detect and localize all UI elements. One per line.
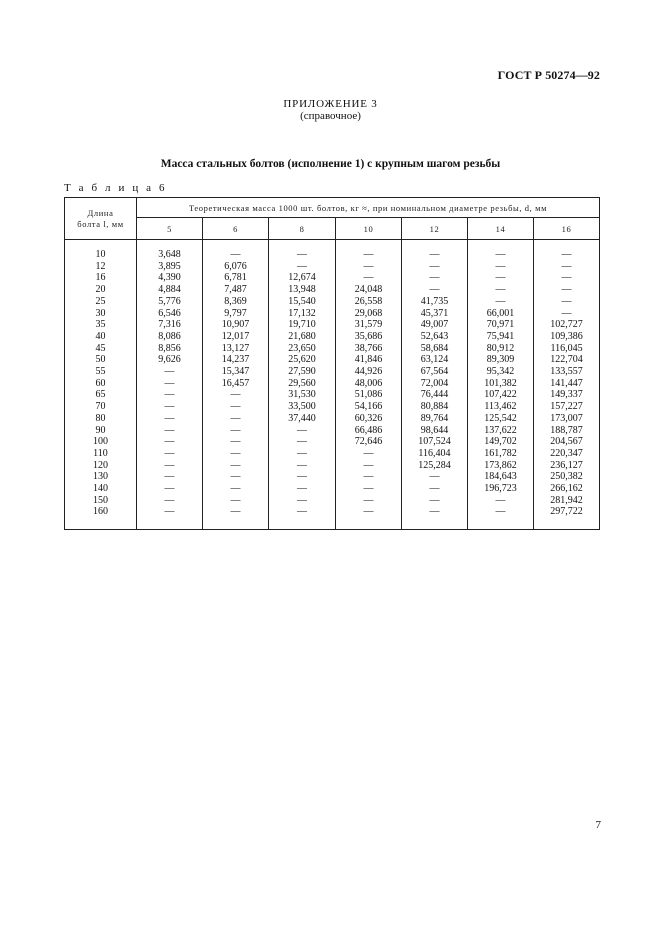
mass-cell: 116,045	[534, 343, 600, 355]
diameter-header-8: 8	[269, 218, 336, 240]
mass-cell: 266,162	[534, 483, 600, 495]
table-row	[65, 483, 600, 495]
mass-cell: —	[137, 389, 203, 401]
mass-cell: —	[336, 506, 402, 518]
spacer-cell	[468, 240, 534, 250]
table-row	[65, 378, 600, 390]
table-row	[65, 436, 600, 448]
mass-cell: —	[534, 249, 600, 261]
table-row	[65, 413, 600, 425]
mass-cell: 6,781	[203, 272, 269, 284]
mass-cell: 19,710	[269, 319, 336, 331]
mass-cell: 4,884	[137, 284, 203, 296]
mass-cell: 6,076	[203, 261, 269, 273]
mass-cell: 116,404	[402, 448, 468, 460]
mass-cell: 149,702	[468, 436, 534, 448]
mass-cell: —	[468, 506, 534, 518]
mass-cell: —	[534, 308, 600, 320]
mass-cell: 133,557	[534, 366, 600, 378]
mass-cell: 45,371	[402, 308, 468, 320]
diameter-header-12: 12	[402, 218, 468, 240]
length-cell: 150	[65, 495, 137, 507]
mass-cell: 15,540	[269, 296, 336, 308]
mass-cell: —	[137, 401, 203, 413]
mass-cell: 12,674	[269, 272, 336, 284]
mass-cell: 10,907	[203, 319, 269, 331]
length-cell: 16	[65, 272, 137, 284]
mass-cell: —	[468, 296, 534, 308]
mass-cell: 51,086	[336, 389, 402, 401]
mass-cell: 173,007	[534, 413, 600, 425]
length-cell: 120	[65, 460, 137, 472]
spacer-cell	[65, 518, 137, 530]
mass-cell: 17,132	[269, 308, 336, 320]
mass-cell: —	[336, 483, 402, 495]
mass-cell: 4,390	[137, 272, 203, 284]
mass-cell: —	[137, 366, 203, 378]
diameter-header-10: 10	[336, 218, 402, 240]
mass-cell: 102,727	[534, 319, 600, 331]
mass-cell: 89,309	[468, 354, 534, 366]
mass-cell: 281,942	[534, 495, 600, 507]
mass-cell: 141,447	[534, 378, 600, 390]
diameter-header-16: 16	[534, 218, 600, 240]
mass-cell: 27,590	[269, 366, 336, 378]
mass-cell: —	[137, 483, 203, 495]
mass-cell: 75,941	[468, 331, 534, 343]
spacer-cell	[402, 240, 468, 250]
mass-cell: 188,787	[534, 425, 600, 437]
spacer-cell	[534, 240, 600, 250]
mass-cell: 125,284	[402, 460, 468, 472]
spacer-cell	[137, 240, 203, 250]
mass-cell: —	[468, 284, 534, 296]
mass-cell: 107,422	[468, 389, 534, 401]
length-cell: 160	[65, 506, 137, 518]
table-row	[65, 308, 600, 320]
mass-group-header: Теоретическая масса 1000 шт. болтов, кг ≈, при номинальном диаметре резьбы, d, мм	[137, 198, 600, 218]
table-row	[65, 331, 600, 343]
length-cell: 12	[65, 261, 137, 273]
mass-cell: 70,971	[468, 319, 534, 331]
mass-cell: 44,926	[336, 366, 402, 378]
mass-cell: —	[203, 471, 269, 483]
document-id: ГОСТ Р 50274—92	[497, 68, 600, 82]
mass-cell: —	[203, 401, 269, 413]
mass-cell: 72,004	[402, 378, 468, 390]
mass-cell: 63,124	[402, 354, 468, 366]
mass-cell: —	[468, 495, 534, 507]
mass-cell: —	[269, 448, 336, 460]
mass-cell: 60,326	[336, 413, 402, 425]
mass-cell: 5,776	[137, 296, 203, 308]
length-header-line-1: Длина	[87, 207, 114, 218]
table-body	[65, 240, 600, 530]
mass-cell: 3,648	[137, 249, 203, 261]
spacer-cell	[402, 518, 468, 530]
table-row	[65, 319, 600, 331]
table-row	[65, 261, 600, 273]
mass-cell: 122,704	[534, 354, 600, 366]
mass-cell: —	[269, 460, 336, 472]
length-cell: 65	[65, 389, 137, 401]
spacer-cell	[336, 240, 402, 250]
table-row	[65, 460, 600, 472]
mass-cell: 49,007	[402, 319, 468, 331]
mass-cell: 109,386	[534, 331, 600, 343]
mass-cell: —	[203, 425, 269, 437]
mass-cell: 161,782	[468, 448, 534, 460]
mass-cell: —	[137, 436, 203, 448]
mass-cell: —	[468, 261, 534, 273]
mass-cell: 3,895	[137, 261, 203, 273]
length-cell: 25	[65, 296, 137, 308]
mass-cell: 16,457	[203, 378, 269, 390]
length-cell: 10	[65, 249, 137, 261]
mass-cell: —	[137, 378, 203, 390]
mass-cell: —	[468, 272, 534, 284]
diameter-header-14: 14	[468, 218, 534, 240]
mass-cell: 101,382	[468, 378, 534, 390]
spacer-cell	[336, 518, 402, 530]
mass-cell: 26,558	[336, 296, 402, 308]
mass-cell: 21,680	[269, 331, 336, 343]
mass-cell: —	[203, 448, 269, 460]
spacer-cell	[203, 518, 269, 530]
table-caption: Масса стальных болтов (исполнение 1) с крупным шагом резьбы	[160, 158, 501, 170]
mass-cell: 37,440	[269, 413, 336, 425]
table-row	[65, 354, 600, 366]
mass-cell: —	[336, 471, 402, 483]
mass-cell: 220,347	[534, 448, 600, 460]
length-cell: 35	[65, 319, 137, 331]
mass-cell: —	[534, 272, 600, 284]
table-row	[65, 343, 600, 355]
table-row	[65, 506, 600, 518]
mass-cell: 113,462	[468, 401, 534, 413]
table-label: Т а б л и ц а 6	[64, 182, 168, 194]
mass-cell: —	[336, 448, 402, 460]
mass-cell: 31,579	[336, 319, 402, 331]
length-column-header	[65, 198, 137, 240]
length-header-line-2: болта l, мм	[77, 218, 124, 229]
length-cell: 50	[65, 354, 137, 366]
mass-cell: 250,382	[534, 471, 600, 483]
mass-cell: —	[269, 249, 336, 261]
mass-cell: 24,048	[336, 284, 402, 296]
mass-cell: —	[137, 448, 203, 460]
mass-cell: —	[137, 471, 203, 483]
mass-cell: 6,546	[137, 308, 203, 320]
mass-cell: 7,487	[203, 284, 269, 296]
mass-cell: 33,500	[269, 401, 336, 413]
length-cell: 60	[65, 378, 137, 390]
length-cell: 40	[65, 331, 137, 343]
mass-cell: —	[269, 483, 336, 495]
mass-cell: 13,948	[269, 284, 336, 296]
mass-cell: —	[402, 495, 468, 507]
length-cell: 130	[65, 471, 137, 483]
appendix-heading	[0, 98, 661, 122]
spacer-cell	[137, 518, 203, 530]
mass-cell: 38,766	[336, 343, 402, 355]
mass-cell: —	[203, 249, 269, 261]
mass-cell: —	[269, 261, 336, 273]
table-row	[65, 272, 600, 284]
mass-cell: —	[203, 413, 269, 425]
mass-cell: —	[203, 506, 269, 518]
table-row	[65, 425, 600, 437]
mass-cell: 95,342	[468, 366, 534, 378]
mass-cell: —	[137, 460, 203, 472]
mass-cell: —	[269, 436, 336, 448]
mass-cell: —	[137, 495, 203, 507]
mass-cell: 52,643	[402, 331, 468, 343]
length-cell: 110	[65, 448, 137, 460]
mass-cell: —	[402, 261, 468, 273]
mass-cell: 54,166	[336, 401, 402, 413]
mass-table-container	[64, 197, 599, 530]
mass-cell: 8,856	[137, 343, 203, 355]
table-spacer-row	[65, 518, 600, 530]
mass-cell: 80,884	[402, 401, 468, 413]
mass-cell: 297,722	[534, 506, 600, 518]
mass-cell: —	[402, 249, 468, 261]
mass-cell: 9,797	[203, 308, 269, 320]
mass-cell: —	[402, 284, 468, 296]
table-row	[65, 249, 600, 261]
length-cell: 45	[65, 343, 137, 355]
mass-cell: —	[336, 495, 402, 507]
length-cell: 80	[65, 413, 137, 425]
mass-cell: —	[203, 460, 269, 472]
mass-cell: 31,530	[269, 389, 336, 401]
appendix-title: ПРИЛОЖЕНИЕ 3	[283, 98, 378, 110]
length-cell: 90	[65, 425, 137, 437]
mass-cell: 66,001	[468, 308, 534, 320]
table-row	[65, 366, 600, 378]
table-row	[65, 389, 600, 401]
table-row	[65, 284, 600, 296]
mass-cell: 58,684	[402, 343, 468, 355]
mass-cell: —	[203, 495, 269, 507]
table-row	[65, 495, 600, 507]
mass-cell: 204,567	[534, 436, 600, 448]
mass-cell: 66,486	[336, 425, 402, 437]
mass-cell: —	[534, 284, 600, 296]
mass-cell: 9,626	[137, 354, 203, 366]
spacer-cell	[269, 240, 336, 250]
mass-cell: —	[269, 495, 336, 507]
mass-cell: —	[534, 261, 600, 273]
mass-cell: 67,564	[402, 366, 468, 378]
mass-cell: —	[402, 483, 468, 495]
mass-cell: 80,912	[468, 343, 534, 355]
mass-cell: 7,316	[137, 319, 203, 331]
mass-cell: —	[534, 296, 600, 308]
mass-cell: 98,644	[402, 425, 468, 437]
mass-cell: 107,524	[402, 436, 468, 448]
spacer-cell	[468, 518, 534, 530]
mass-cell: —	[402, 471, 468, 483]
mass-cell: 137,622	[468, 425, 534, 437]
mass-cell: —	[137, 506, 203, 518]
mass-cell: —	[336, 272, 402, 284]
diameter-header-row	[65, 218, 600, 240]
mass-cell: 12,017	[203, 331, 269, 343]
table-row	[65, 401, 600, 413]
table-spacer-row	[65, 240, 600, 250]
mass-cell: —	[269, 471, 336, 483]
mass-cell: 14,237	[203, 354, 269, 366]
appendix-subtitle: (справочное)	[300, 110, 361, 122]
mass-cell: —	[269, 506, 336, 518]
length-cell: 100	[65, 436, 137, 448]
mass-cell: —	[269, 425, 336, 437]
length-cell: 20	[65, 284, 137, 296]
length-cell: 30	[65, 308, 137, 320]
mass-cell: —	[402, 506, 468, 518]
mass-cell: 184,643	[468, 471, 534, 483]
mass-cell: —	[336, 460, 402, 472]
mass-cell: —	[203, 436, 269, 448]
mass-cell: 8,086	[137, 331, 203, 343]
table-row	[65, 471, 600, 483]
diameter-header-6: 6	[203, 218, 269, 240]
mass-cell: —	[468, 249, 534, 261]
mass-cell: 29,068	[336, 308, 402, 320]
mass-cell: 149,337	[534, 389, 600, 401]
mass-cell: 15,347	[203, 366, 269, 378]
mass-cell: 41,846	[336, 354, 402, 366]
mass-cell: 125,542	[468, 413, 534, 425]
page-number: 7	[595, 819, 601, 831]
mass-cell: 236,127	[534, 460, 600, 472]
mass-cell: 173,862	[468, 460, 534, 472]
mass-cell: —	[336, 261, 402, 273]
mass-cell: —	[336, 249, 402, 261]
spacer-cell	[203, 240, 269, 250]
mass-cell: 25,620	[269, 354, 336, 366]
mass-cell: 8,369	[203, 296, 269, 308]
bolt-mass-table	[64, 197, 600, 530]
mass-cell: —	[137, 425, 203, 437]
mass-cell: 76,444	[402, 389, 468, 401]
mass-cell: —	[137, 413, 203, 425]
spacer-cell	[65, 240, 137, 250]
mass-cell: 72,646	[336, 436, 402, 448]
table-row	[65, 448, 600, 460]
length-cell: 55	[65, 366, 137, 378]
mass-cell: 41,735	[402, 296, 468, 308]
mass-cell: 196,723	[468, 483, 534, 495]
spacer-cell	[269, 518, 336, 530]
mass-cell: 29,560	[269, 378, 336, 390]
table-row	[65, 296, 600, 308]
diameter-header-5: 5	[137, 218, 203, 240]
mass-cell: —	[402, 272, 468, 284]
mass-cell: 157,227	[534, 401, 600, 413]
mass-cell: 89,764	[402, 413, 468, 425]
mass-cell: —	[203, 389, 269, 401]
spacer-cell	[534, 518, 600, 530]
length-cell: 140	[65, 483, 137, 495]
length-cell: 70	[65, 401, 137, 413]
mass-cell: 48,006	[336, 378, 402, 390]
mass-cell: —	[203, 483, 269, 495]
mass-cell: 35,686	[336, 331, 402, 343]
mass-cell: 13,127	[203, 343, 269, 355]
mass-cell: 23,650	[269, 343, 336, 355]
